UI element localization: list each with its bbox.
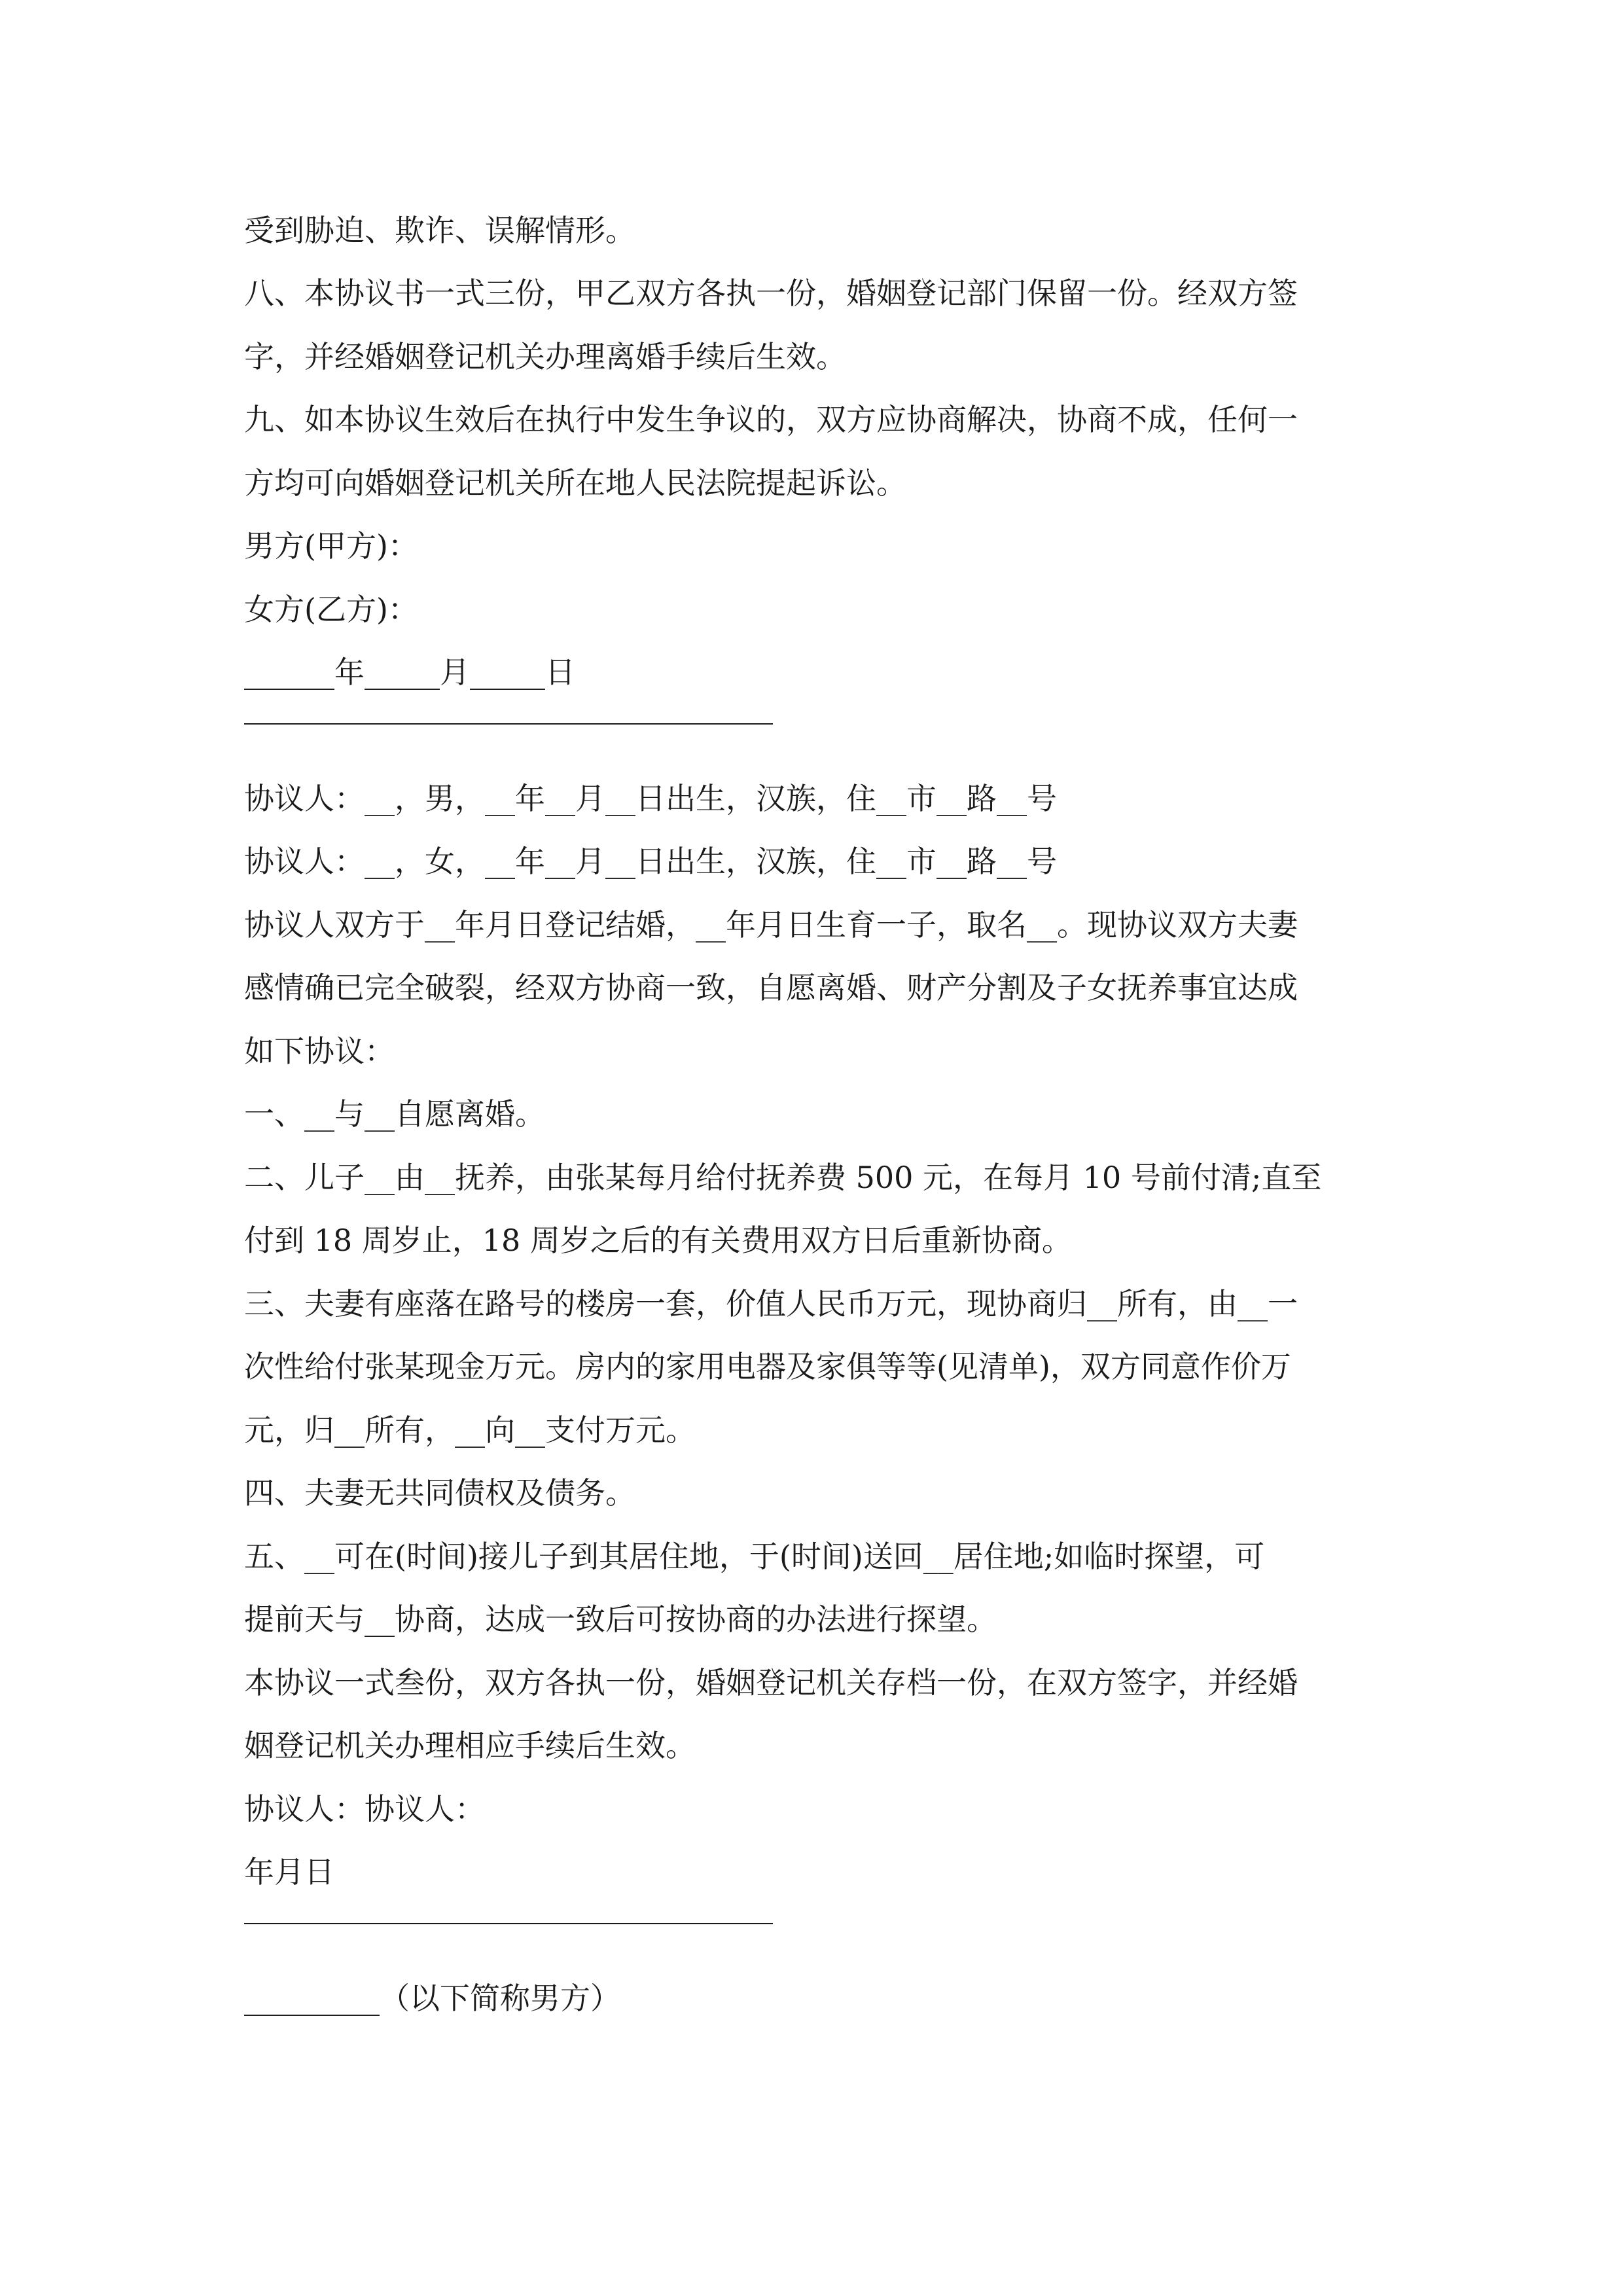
- text-line: 受到胁迫、欺诈、误解情形。: [244, 213, 635, 248]
- text-line: 协议人：__，男，__年__月__日出生，汉族，住__市__路__号: [244, 781, 1057, 816]
- section-divider: [244, 1923, 773, 1924]
- text-line: 年月日: [244, 1854, 334, 1890]
- text-line: 二、儿子__由__抚养，由张某每月给付抚养费 500 元，在每月 10 号前付清;直至: [244, 1160, 1322, 1195]
- text-line: 提前天与__协商，达成一致后可按协商的办法进行探望。: [244, 1602, 997, 1637]
- section-divider: [244, 723, 773, 725]
- text-line: 五、__可在(时间)接儿子到其居住地，于(时间)送回__居住地;如临时探望，可: [244, 1539, 1265, 1574]
- text-line: 元，归__所有，__向__支付万元。: [244, 1412, 696, 1448]
- text-line: 一、__与__自愿离婚。: [244, 1096, 545, 1132]
- text-line: 男方(甲方)：: [244, 528, 418, 564]
- text-line: 八、本协议书一式三份，甲乙双方各执一份，婚姻登记部门保留一份。经双方签: [244, 276, 1298, 311]
- text-line: 本协议一式叁份，双方各执一份，婚姻登记机关存档一份，在双方签字，并经婚: [244, 1665, 1298, 1700]
- text-line: 方均可向婚姻登记机关所在地人民法院提起诉讼。: [244, 465, 906, 501]
- text-line: 如下协议：: [244, 1033, 395, 1069]
- text-line: 次性给付张某现金万元。房内的家用电器及家俱等等(见清单)，双方同意作价万: [244, 1349, 1291, 1384]
- text-line: 协议人：__，女，__年__月__日出生，汉族，住__市__路__号: [244, 844, 1057, 879]
- text-line: 姻登记机关办理相应手续后生效。: [244, 1728, 696, 1763]
- text-line: 三、夫妻有座落在路号的楼房一套，价值人民币万元，现协商归__所有，由__一: [244, 1286, 1298, 1321]
- text-line: ______年_____月_____日: [244, 655, 575, 690]
- text-line: _________（以下简称男方）: [244, 1981, 620, 2016]
- text-line: 字，并经婚姻登记机关办理离婚手续后生效。: [244, 339, 846, 374]
- text-line: 协议人：协议人：: [244, 1791, 485, 1827]
- text-line: 协议人双方于__年月日登记结婚，__年月日生育一子，取名__。现协议双方夫妻: [244, 907, 1298, 942]
- text-line: 付到 18 周岁止，18 周岁之后的有关费用双方日后重新协商。: [244, 1223, 1072, 1258]
- text-line: 九、如本协议生效后在执行中发生争议的，双方应协商解决，协商不成，任何一: [244, 402, 1298, 437]
- text-line: 感情确已完全破裂，经双方协商一致，自愿离婚、财产分割及子女抚养事宜达成: [244, 970, 1298, 1005]
- text-line: 四、夫妻无共同债权及债务。: [244, 1475, 635, 1511]
- text-line: 女方(乙方)：: [244, 592, 418, 627]
